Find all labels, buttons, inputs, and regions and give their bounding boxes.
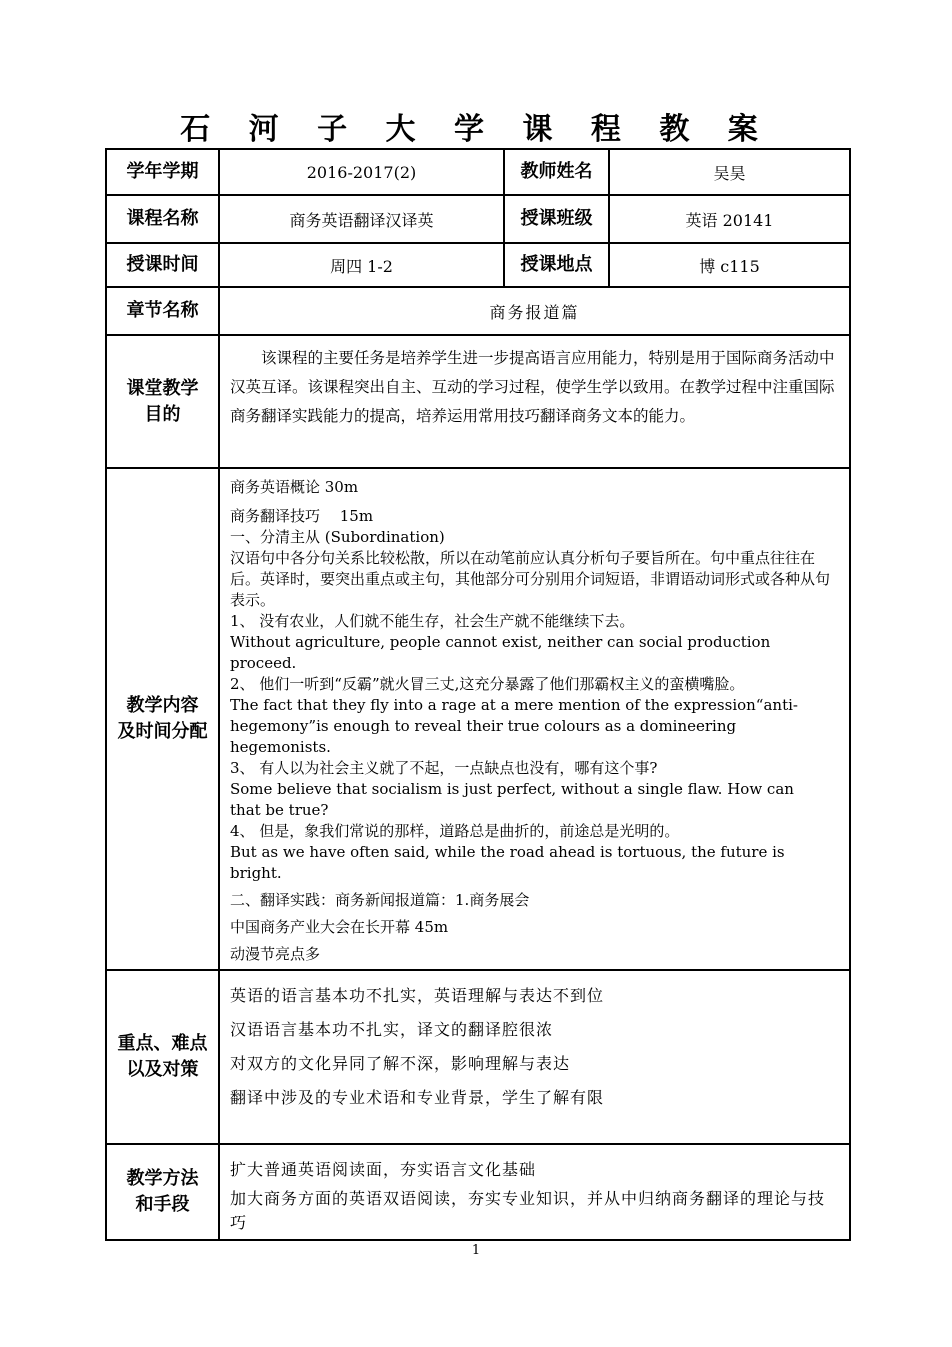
content-line: 商务英语概论 30m bbox=[230, 478, 359, 496]
content-line: 2、 他们一听到“反霸”就火冒三丈,这充分暴露了他们那霸权主义的蛮横嘴脸。 bbox=[230, 675, 745, 693]
content-line: The fact that they fly into a rage at a mere mention of the expression“anti- bbox=[230, 696, 798, 714]
place-value: 博 c115 bbox=[609, 243, 850, 287]
content-label-line2: 及时间分配 bbox=[117, 721, 208, 742]
content-label bbox=[106, 468, 219, 970]
class-label: 授课班级 bbox=[504, 195, 609, 243]
objective-text: 该课程的主要任务是培养学生进一步提高语言应用能力，特别是用于国际商务活动中汉英互译。该课程突出自主、互动的学习过程，使学生学以致用。在教学过程中注重国际商务翻译实践能力的提高，培养运用常用技巧翻译商务文本的能力。 bbox=[230, 349, 835, 425]
chapter-value: 商务报道篇 bbox=[219, 287, 850, 335]
methods-label bbox=[106, 1144, 219, 1240]
difficulty-line: 对双方的文化异同了解不深，影响理解与表达 bbox=[230, 1054, 571, 1073]
content-line: 商务翻译技巧 15m bbox=[230, 507, 374, 525]
content-line: But as we have often said, while the road ahead is tortuous, the future is bbox=[230, 843, 785, 861]
course-label: 课程名称 bbox=[106, 195, 219, 243]
method-line: 扩大普通英语阅读面，夯实语言文化基础 bbox=[230, 1160, 537, 1179]
difficulties-label bbox=[106, 970, 219, 1144]
methods-label-line2: 和手段 bbox=[135, 1194, 190, 1215]
content-line: 一、分清主从 (Subordination) bbox=[230, 528, 445, 546]
objective-label-line2: 目的 bbox=[144, 403, 181, 425]
teacher-value: 吴昊 bbox=[609, 149, 850, 195]
row-objective bbox=[106, 335, 850, 468]
difficulty-line: 英语的语言基本功不扎实，英语理解与表达不到位 bbox=[230, 986, 605, 1005]
difficulty-line: 翻译中涉及的专业术语和专业背景，学生了解有限 bbox=[230, 1088, 605, 1107]
row-time bbox=[106, 243, 850, 287]
content-line: 汉语句中各分句关系比较松散，所以在动笔前应认真分析句子要旨所在。句中重点往往在后。英译时，要突出重点或主句，其他部分可分别用介词短语，非谓语动词形式或各种从句表示。 bbox=[230, 549, 831, 609]
difficulty-line: 汉语语言基本功不扎实，译文的翻译腔很浓 bbox=[230, 1020, 554, 1039]
content-line: 4、 但是，象我们常说的那样，道路总是曲折的，前途总是光明的。 bbox=[230, 822, 680, 840]
content-line: proceed. bbox=[230, 654, 297, 672]
row-difficulties bbox=[106, 970, 850, 1144]
content-cell bbox=[219, 468, 850, 970]
objective-label-line1: 课堂教学 bbox=[126, 377, 199, 399]
content-line: that be true? bbox=[230, 801, 329, 819]
content-line: 动漫节亮点多 bbox=[230, 945, 321, 963]
term-value: 2016-2017(2) bbox=[219, 149, 504, 195]
content-line: Without agriculture, people cannot exist, neither can social production bbox=[230, 633, 771, 651]
objective-label bbox=[106, 335, 219, 468]
methods-label-line1: 教学方法 bbox=[126, 1168, 199, 1189]
content-line: bright. bbox=[230, 864, 282, 882]
lesson-plan-table bbox=[105, 148, 851, 1241]
content-line: Some believe that socialism is just perfect, without a single flaw. How can bbox=[230, 780, 794, 798]
chapter-label: 章节名称 bbox=[106, 287, 219, 335]
class-value: 英语 20141 bbox=[609, 195, 850, 243]
content-line: 3、 有人以为社会主义就了不起，一点缺点也没有，哪有这个事? bbox=[230, 759, 658, 777]
difficulties-label-line2: 以及对策 bbox=[126, 1059, 199, 1080]
place-label: 授课地点 bbox=[504, 243, 609, 287]
row-course bbox=[106, 195, 850, 243]
content-line: 中国商务产业大会在长开幕 45m bbox=[230, 918, 449, 936]
content-line: 1、 没有农业，人们就不能生存，社会生产就不能继续下去。 bbox=[230, 612, 635, 630]
course-value: 商务英语翻译汉译英 bbox=[219, 195, 504, 243]
content-line: hegemony”is enough to reveal their true colours as a domineering hegemonists. bbox=[230, 717, 737, 756]
row-term bbox=[106, 149, 850, 195]
time-value: 周四 1-2 bbox=[219, 243, 504, 287]
objective-cell bbox=[219, 335, 850, 468]
content-label-line1: 教学内容 bbox=[126, 695, 199, 716]
row-content bbox=[106, 468, 850, 970]
difficulties-cell bbox=[219, 970, 850, 1144]
content-line: 二、翻译实践：商务新闻报道篇：1.商务展会 bbox=[230, 891, 530, 909]
row-chapter bbox=[106, 287, 850, 335]
method-line: 加大商务方面的英语双语阅读，夯实专业知识，并从中归纳商务翻译的理论与技巧 bbox=[230, 1189, 826, 1232]
page-title: 石 河 子 大 学 课 程 教 案 bbox=[180, 112, 772, 147]
difficulties-label-line1: 重点、难点 bbox=[117, 1033, 208, 1054]
row-methods bbox=[106, 1144, 850, 1240]
time-label: 授课时间 bbox=[106, 243, 219, 287]
term-label: 学年学期 bbox=[106, 149, 219, 195]
page-number: 1 bbox=[471, 1243, 481, 1258]
teacher-label: 教师姓名 bbox=[504, 149, 609, 195]
methods-cell bbox=[219, 1144, 850, 1240]
